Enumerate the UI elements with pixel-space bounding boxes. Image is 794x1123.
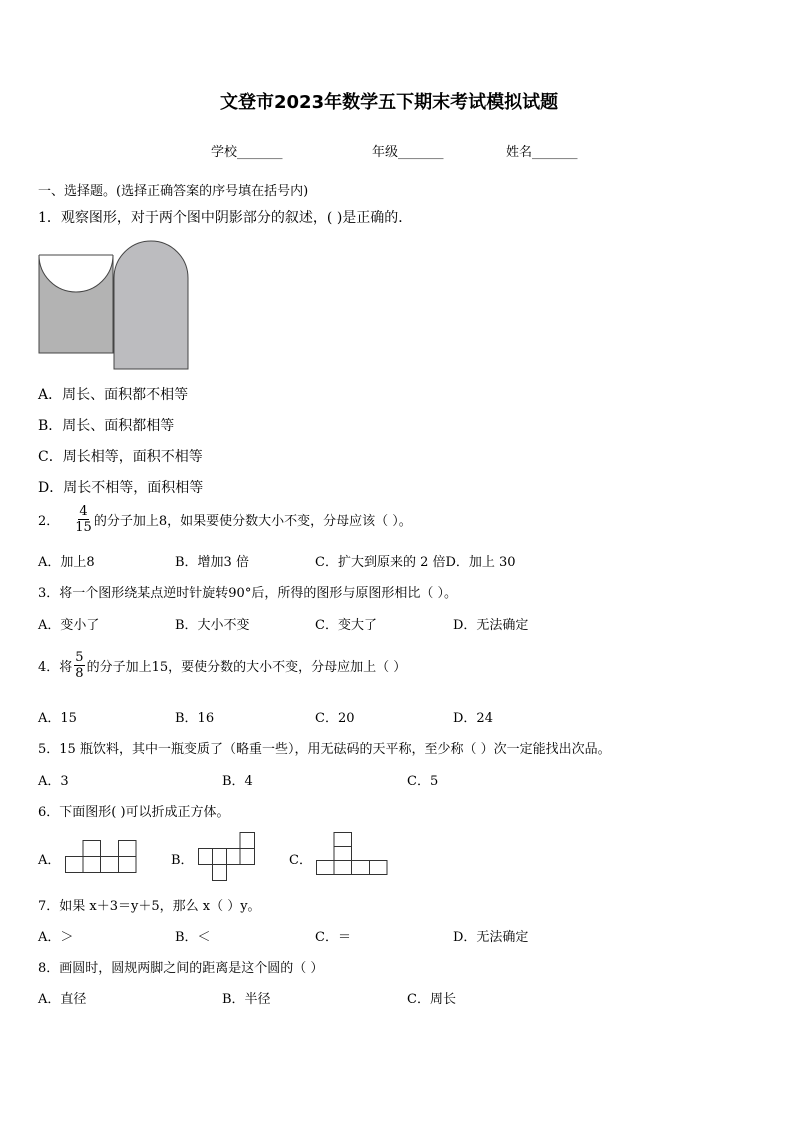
q1-option-d: D．周长不相等，面积相等 <box>38 480 204 496</box>
q3-option-c: C．变大了 <box>315 618 377 633</box>
q4-fraction <box>74 650 84 681</box>
q6-label-a: A． <box>38 853 61 868</box>
q4-option-c: C．20 <box>315 711 355 726</box>
q8-option-c: C．周长 <box>407 992 456 1007</box>
question-2-stem <box>38 504 412 535</box>
q4-prefix: 4．将 <box>38 660 73 675</box>
q1-option-b: B．周长、面积都相等 <box>38 418 175 434</box>
q5-option-b: B．4 <box>222 774 253 789</box>
q2-option-a: A．加上8 <box>38 555 95 570</box>
q6-net-c <box>316 832 388 876</box>
q6-net-b <box>198 832 256 882</box>
q7-option-a: A．＞ <box>38 930 74 945</box>
q8-option-b: B．半径 <box>222 992 271 1007</box>
question-8-stem: 8．画圆时，圆规两脚之间的距离是这个圆的（ ） <box>38 961 324 976</box>
q4-text: 的分子加上15，要使分数的大小不变，分母应加上（ ） <box>86 660 407 675</box>
q1-shaded-figures <box>38 240 188 370</box>
q4-numerator: 5 <box>75 650 84 665</box>
q5-option-c: C．5 <box>407 774 439 789</box>
question-6-stem: 6．下面图形( )可以折成正方体。 <box>38 805 230 820</box>
q4-option-d: D．24 <box>453 711 493 726</box>
q8-option-a: A．直径 <box>38 992 87 1007</box>
q1-option-c: C．周长相等，面积不相等 <box>38 449 203 465</box>
q2-text: 的分子加上8，如果要使分数大小不变，分母应该（ ）。 <box>93 514 412 529</box>
q5-option-a: A．3 <box>38 774 69 789</box>
q7-option-b: B．＜ <box>175 930 211 945</box>
q4-option-b: B．16 <box>175 711 215 726</box>
question-5-stem: 5．15 瓶饮料，其中一瓶变质了（略重一些），用无砝码的天平称，至少称（ ）次一定能找出次品。 <box>38 742 611 757</box>
q3-option-a: A．变小了 <box>38 618 100 633</box>
question-1-stem: 1．观察图形，对于两个图中阴影部分的叙述，( )是正确的． <box>38 210 413 226</box>
page-title: 文登市2023年数学五下期末考试模拟试题 <box>220 92 559 113</box>
q2-fraction <box>75 504 92 535</box>
q7-option-c: C．＝ <box>315 930 351 945</box>
school-field: 学校_______ <box>211 145 283 160</box>
q1-option-a: A．周长、面积都不相等 <box>38 387 189 403</box>
q4-option-a: A．15 <box>38 711 77 726</box>
section-heading: 一、选择题。(选择正确答案的序号填在括号内) <box>38 184 309 199</box>
q2-numerator: 4 <box>79 504 88 519</box>
question-3-stem: 3．将一个图形绕某点逆时针旋转90°后，所得的图形与原图形相比（ ）。 <box>38 586 457 601</box>
q2-option-cd: C．扩大到原来的 2 倍D．加上 30 <box>315 555 516 570</box>
question-4-stem <box>38 650 406 681</box>
q4-denominator: 8 <box>75 666 84 681</box>
q3-option-d: D．无法确定 <box>453 618 529 633</box>
q3-option-b: B．大小不变 <box>175 618 250 633</box>
q7-option-d: D．无法确定 <box>453 930 529 945</box>
question-7-stem: 7．如果 x＋3＝y＋5，那么 x（ ）y。 <box>38 899 261 914</box>
q2-option-b: B．增加3 倍 <box>175 555 249 570</box>
grade-field: 年级_______ <box>372 145 444 160</box>
name-field: 姓名_______ <box>506 145 578 160</box>
q2-denominator: 15 <box>75 520 92 535</box>
q6-net-a <box>65 840 137 873</box>
q6-label-b: B． <box>171 853 194 868</box>
q6-label-c: C． <box>289 853 312 868</box>
q2-number: 2． <box>38 514 60 529</box>
